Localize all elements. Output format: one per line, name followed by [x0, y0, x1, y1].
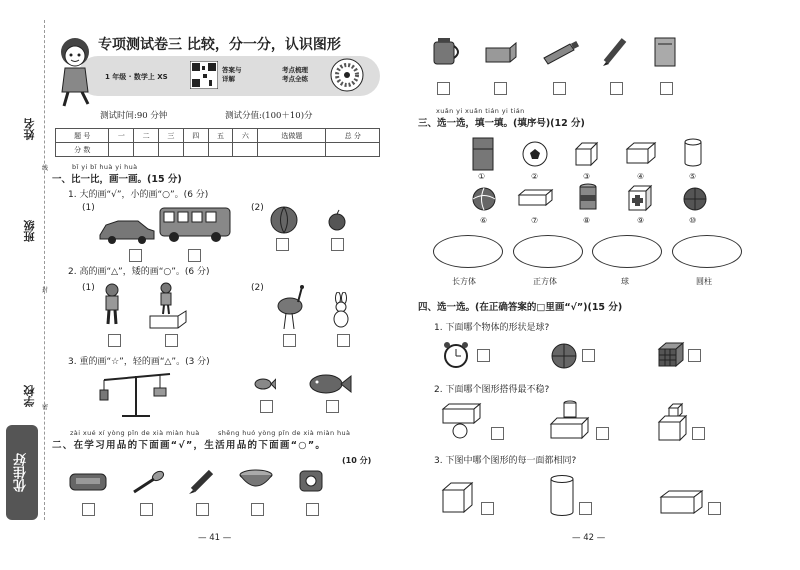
sec2-title: 二、在学习用品的下面画“√”，生活用品的下面画“○”。	[52, 440, 327, 451]
toothpaste-icon	[540, 38, 580, 66]
q2-label-2: (2)	[251, 283, 264, 293]
secret-mark: 密	[42, 404, 49, 411]
cylinder-icon	[548, 474, 576, 518]
score-input-cell[interactable]	[208, 143, 233, 157]
table-cell: 五	[208, 129, 233, 143]
cut-line	[44, 20, 45, 520]
soccer-ball-icon	[521, 140, 549, 168]
fridge-icon	[470, 137, 496, 171]
basketball-volley-icon	[471, 186, 497, 212]
class-label: 班级	[23, 220, 36, 242]
answer-box[interactable]	[283, 334, 296, 347]
answer-box[interactable]	[481, 502, 494, 515]
table-cell: 分 数	[56, 143, 109, 157]
sharpener-icon	[296, 467, 326, 495]
score-input-cell[interactable]	[183, 143, 208, 157]
answer-box[interactable]	[337, 334, 350, 347]
cuboid-icon	[658, 488, 706, 516]
test-score: 测试分值:(100＋10)分	[225, 111, 313, 121]
answer-box[interactable]	[660, 82, 673, 95]
boy-icon	[100, 282, 124, 326]
sec4-q1: 1. 下面哪个物体的形状是球?	[434, 323, 550, 333]
school-label: 学校	[23, 385, 36, 407]
answer-oval-cuboid[interactable]	[433, 235, 503, 268]
cylinder-icon	[682, 137, 704, 169]
answer-box[interactable]	[188, 249, 201, 262]
table-cell: 选做题	[258, 129, 326, 143]
answer-oval-sphere[interactable]	[592, 235, 662, 268]
line-mark: 线	[42, 165, 49, 172]
table-cell: 一	[109, 129, 134, 143]
marker-pen-icon	[600, 36, 630, 68]
round-qr-icon	[330, 58, 364, 92]
sec2-pinyin-b: shēng huó yòng pǐn de xià miàn huà	[218, 429, 351, 437]
answer-box[interactable]	[553, 82, 566, 95]
pencil-icon	[187, 468, 215, 496]
table-cell: 六	[233, 129, 258, 143]
cube-on-cube-icon	[656, 400, 690, 442]
item-number: ③	[583, 172, 591, 181]
cylinder-on-cuboid-icon	[548, 398, 594, 442]
answer-box[interactable]	[477, 349, 490, 362]
bus-icon	[158, 204, 232, 244]
page-number-right: — 42 —	[572, 533, 606, 543]
cuboid-on-sphere-icon	[440, 402, 486, 440]
test-time: 测试时间:90 分钟	[100, 111, 168, 121]
item-number: ①	[478, 172, 486, 181]
cuboid-icon	[624, 140, 658, 168]
score-table-header	[56, 129, 380, 143]
sec1-title: 一、比一比，画一画。(15 分)	[52, 174, 182, 185]
pencil-case-icon	[68, 470, 108, 494]
answer-box[interactable]	[196, 503, 209, 516]
seal-mark: 封	[42, 287, 49, 294]
cube-icon	[440, 480, 476, 516]
sec3-pinyin: xuǎn yi xuǎn tián yi tián	[436, 107, 525, 115]
item-number: ④	[637, 172, 645, 181]
page-title: 专项测试卷三 比较，分一分，认识图形	[98, 37, 341, 53]
boy-on-box-icon	[146, 282, 190, 330]
answer-box[interactable]	[140, 503, 153, 516]
brand-logo: 优佳好	[6, 425, 38, 520]
score-table-row	[56, 143, 380, 157]
score-input-cell[interactable]	[109, 143, 134, 157]
answer-box[interactable]	[108, 334, 121, 347]
spoon-icon	[130, 468, 166, 496]
answer-box[interactable]	[596, 427, 609, 440]
girl-mascot-icon	[50, 30, 100, 110]
notebook-icon	[652, 36, 678, 68]
oval-label: 圆柱	[696, 277, 712, 286]
score-input-cell[interactable]	[159, 143, 184, 157]
answer-oval-cube[interactable]	[513, 235, 583, 268]
oval-label: 球	[621, 277, 629, 286]
table-cell: 二	[134, 129, 159, 143]
car-icon	[96, 215, 158, 245]
q3-text: 3. 重的画“☆”，轻的画“△”。(3 分)	[68, 357, 210, 367]
q1-label-1: (1)	[82, 203, 95, 213]
answer-box[interactable]	[692, 427, 705, 440]
answer-box[interactable]	[579, 502, 592, 515]
item-number: ⑨	[637, 216, 645, 225]
watermelon-icon	[269, 205, 299, 235]
sec2-pinyin-a: zài xué xí yòng pǐn de xià miàn huà	[70, 429, 200, 437]
score-input-cell[interactable]	[233, 143, 258, 157]
points-label	[282, 66, 308, 84]
sec3-title: 三、选一选，填一填。(填序号)(12 分)	[418, 118, 585, 129]
answer-box[interactable]	[437, 82, 450, 95]
basketball-icon	[550, 342, 578, 370]
table-cell: 总 分	[326, 129, 380, 143]
q1-text: 1. 大的画“√”，小的画“○”。(6 分)	[68, 190, 209, 200]
points-label-line2: 考点全练	[282, 75, 308, 83]
answer-oval-cylinder[interactable]	[672, 235, 742, 268]
item-number: ②	[531, 172, 539, 181]
item-number: ⑥	[480, 216, 488, 225]
answer-box[interactable]	[165, 334, 178, 347]
answer-box[interactable]	[260, 400, 273, 413]
oval-label: 长方体	[452, 277, 476, 286]
answer-label	[222, 66, 242, 84]
answer-label-line2: 详解	[222, 75, 235, 83]
eraser-box-icon	[484, 40, 518, 64]
sec4-title: 四、选一选。(在正确答案的□里画“√”)(15 分)	[418, 302, 623, 313]
q2-text: 2. 高的画“△”，矮的画“○”。(6 分)	[68, 267, 210, 277]
bowl-icon	[238, 467, 274, 495]
answer-box[interactable]	[708, 502, 721, 515]
alarm-clock-icon	[440, 340, 472, 370]
cube-icon	[573, 140, 601, 168]
answer-box[interactable]	[331, 238, 344, 251]
answer-box[interactable]	[491, 427, 504, 440]
can-icon	[577, 183, 599, 215]
answer-box[interactable]	[326, 400, 339, 413]
item-number: ⑤	[689, 172, 697, 181]
answer-box[interactable]	[306, 503, 319, 516]
basketball-icon	[682, 186, 708, 212]
table-cell: 题 号	[56, 129, 109, 143]
ostrich-icon	[272, 284, 308, 330]
q1-label-2: (2)	[251, 203, 264, 213]
answer-box[interactable]	[251, 503, 264, 516]
teapot-icon	[428, 36, 462, 68]
first-aid-box-icon	[626, 183, 654, 213]
small-fish-icon	[252, 375, 276, 393]
page-number-left: — 41 —	[198, 533, 232, 543]
q2-label-1: (1)	[82, 283, 95, 293]
sec1-pinyin: bǐ yi bǐ huà yi huà	[72, 163, 138, 171]
item-number: ⑩	[689, 216, 697, 225]
oval-label: 正方体	[533, 277, 557, 286]
apple-icon	[327, 209, 347, 231]
table-cell: 四	[183, 129, 208, 143]
big-fish-icon	[308, 372, 352, 396]
score-table	[55, 128, 380, 157]
sec4-q3: 3. 下图中哪个图形的每一面都相同?	[434, 456, 577, 466]
answer-box[interactable]	[494, 82, 507, 95]
score-input-cell[interactable]	[326, 143, 380, 157]
qr-code-icon	[190, 61, 218, 89]
balance-scale-icon	[96, 370, 176, 420]
long-cuboid-icon	[516, 188, 556, 208]
item-number: ⑦	[531, 216, 539, 225]
points-label-line1: 考点梳理	[282, 66, 308, 74]
answer-box[interactable]	[129, 249, 142, 262]
answer-box[interactable]	[610, 82, 623, 95]
item-number: ⑧	[583, 216, 591, 225]
grade-label: 1 年级 · 数学上 XS	[105, 73, 168, 81]
answer-box[interactable]	[688, 349, 701, 362]
answer-label-line1: 答案与	[222, 66, 242, 74]
score-input-cell[interactable]	[258, 143, 326, 157]
rubiks-cube-icon	[656, 340, 686, 370]
sec2-score: (10 分)	[342, 456, 372, 465]
table-cell: 三	[159, 129, 184, 143]
score-input-cell[interactable]	[134, 143, 159, 157]
answer-box[interactable]	[276, 238, 289, 251]
sec4-q2: 2. 下面哪个图形搭得最不稳?	[434, 385, 550, 395]
name-label: 姓名	[23, 118, 36, 140]
answer-box[interactable]	[82, 503, 95, 516]
rabbit-icon	[328, 292, 354, 328]
answer-box[interactable]	[582, 349, 595, 362]
